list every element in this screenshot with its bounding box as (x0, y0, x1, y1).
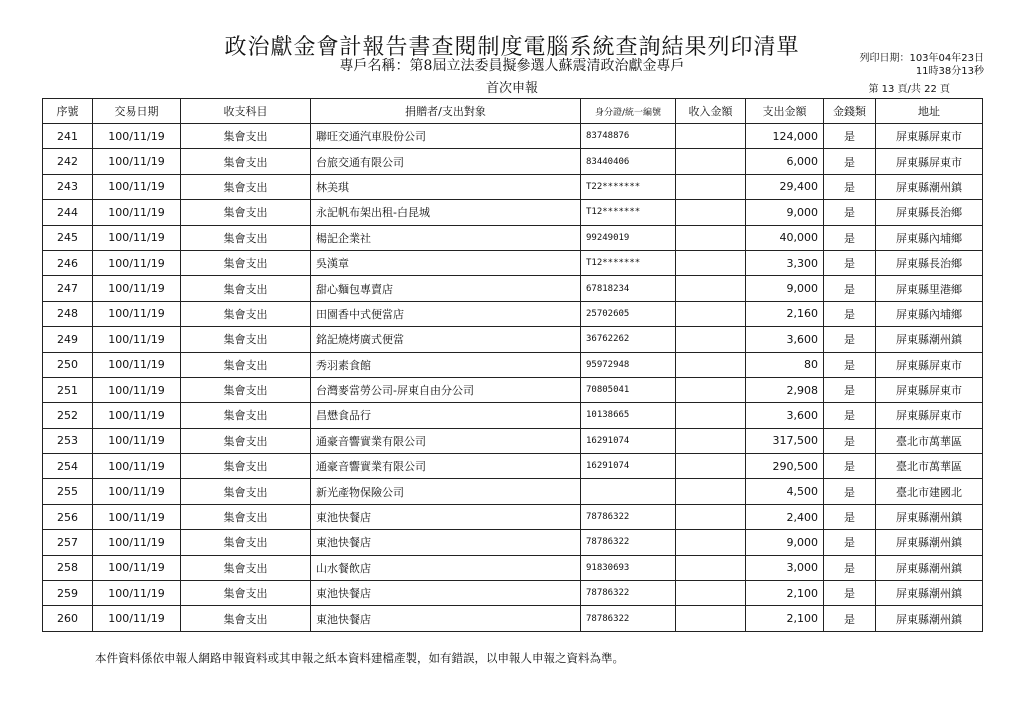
transaction-date-cell: 100/11/19 (93, 403, 181, 428)
table-row (43, 504, 983, 529)
income-amount-cell (676, 403, 746, 428)
table-header-row (43, 99, 983, 124)
table-row (43, 555, 983, 580)
counterparty-cell: 吳漢章 (311, 250, 581, 275)
id-number-cell: 78786322 (581, 581, 676, 606)
address-cell: 屏東縣潮州鎮 (876, 327, 983, 352)
address-cell: 臺北市萬華區 (876, 454, 983, 479)
table-row (43, 124, 983, 149)
category-cell: 集會支出 (181, 250, 311, 275)
income-amount-cell (676, 174, 746, 199)
id-number-cell: 16291074 (581, 454, 676, 479)
row-number-cell: 245 (43, 225, 93, 250)
table-row (43, 403, 983, 428)
category-cell: 集會支出 (181, 200, 311, 225)
income-amount-cell (676, 530, 746, 555)
income-amount-cell (676, 149, 746, 174)
id-number-cell: 78786322 (581, 530, 676, 555)
table-row (43, 530, 983, 555)
transaction-date-cell: 100/11/19 (93, 276, 181, 301)
table-row (43, 428, 983, 453)
category-cell: 集會支出 (181, 149, 311, 174)
expense-amount-cell: 3,600 (746, 403, 824, 428)
id-number-cell: 91830693 (581, 555, 676, 580)
address-cell: 臺北市建國北 (876, 479, 983, 504)
table-row (43, 479, 983, 504)
table-row (43, 276, 983, 301)
expense-amount-cell: 40,000 (746, 225, 824, 250)
row-number-cell: 251 (43, 377, 93, 402)
transaction-date-cell: 100/11/19 (93, 454, 181, 479)
transaction-date-cell: 100/11/19 (93, 174, 181, 199)
table-row (43, 250, 983, 275)
counterparty-cell: 山水餐飲店 (311, 555, 581, 580)
money-type-cell: 是 (824, 250, 876, 275)
col-header-date: 交易日期 (93, 99, 181, 124)
col-header-no: 序號 (43, 99, 93, 124)
category-cell: 集會支出 (181, 530, 311, 555)
id-number-cell: 36762262 (581, 327, 676, 352)
row-number-cell: 241 (43, 124, 93, 149)
transaction-date-cell: 100/11/19 (93, 250, 181, 275)
row-number-cell: 254 (43, 454, 93, 479)
id-number-cell: 25702605 (581, 301, 676, 326)
counterparty-cell: 林美琪 (311, 174, 581, 199)
counterparty-cell: 東池快餐店 (311, 504, 581, 529)
money-type-cell: 是 (824, 225, 876, 250)
money-type-cell: 是 (824, 200, 876, 225)
counterparty-cell: 台灣麥當勞公司-屏東自由分公司 (311, 377, 581, 402)
col-header-money-type: 金錢類 (824, 99, 876, 124)
table-row (43, 352, 983, 377)
income-amount-cell (676, 479, 746, 504)
expense-amount-cell: 2,908 (746, 377, 824, 402)
expense-amount-cell: 80 (746, 352, 824, 377)
income-amount-cell (676, 124, 746, 149)
transaction-date-cell: 100/11/19 (93, 327, 181, 352)
counterparty-cell: 通豪音響實業有限公司 (311, 428, 581, 453)
transaction-date-cell: 100/11/19 (93, 530, 181, 555)
table-row (43, 174, 983, 199)
table-row (43, 377, 983, 402)
category-cell: 集會支出 (181, 124, 311, 149)
id-number-cell: 70805041 (581, 377, 676, 402)
money-type-cell: 是 (824, 581, 876, 606)
income-amount-cell (676, 327, 746, 352)
expense-amount-cell: 290,500 (746, 454, 824, 479)
income-amount-cell (676, 276, 746, 301)
money-type-cell: 是 (824, 428, 876, 453)
expense-amount-cell: 2,100 (746, 606, 824, 631)
row-number-cell: 242 (43, 149, 93, 174)
id-number-cell: 78786322 (581, 606, 676, 631)
address-cell: 屏東縣屏東市 (876, 124, 983, 149)
income-amount-cell (676, 555, 746, 580)
category-cell: 集會支出 (181, 581, 311, 606)
print-info (859, 52, 984, 78)
income-amount-cell (676, 428, 746, 453)
counterparty-cell: 甜心麵包專賣店 (311, 276, 581, 301)
address-cell: 屏東縣里港鄉 (876, 276, 983, 301)
row-number-cell: 257 (43, 530, 93, 555)
id-number-cell: T12******* (581, 250, 676, 275)
transaction-date-cell: 100/11/19 (93, 504, 181, 529)
row-number-cell: 253 (43, 428, 93, 453)
table-row (43, 606, 983, 631)
address-cell: 屏東縣潮州鎮 (876, 530, 983, 555)
address-cell: 屏東縣潮州鎮 (876, 581, 983, 606)
row-number-cell: 243 (43, 174, 93, 199)
id-number-cell: 67818234 (581, 276, 676, 301)
counterparty-cell: 新光產物保險公司 (311, 479, 581, 504)
category-cell: 集會支出 (181, 377, 311, 402)
expense-amount-cell: 3,000 (746, 555, 824, 580)
money-type-cell: 是 (824, 327, 876, 352)
category-cell: 集會支出 (181, 301, 311, 326)
money-type-cell: 是 (824, 479, 876, 504)
money-type-cell: 是 (824, 352, 876, 377)
table-row (43, 581, 983, 606)
expense-amount-cell: 29,400 (746, 174, 824, 199)
id-number-cell: 10138665 (581, 403, 676, 428)
money-type-cell: 是 (824, 301, 876, 326)
expense-amount-cell: 9,000 (746, 200, 824, 225)
col-header-party: 捐贈者/支出對象 (311, 99, 581, 124)
address-cell: 屏東縣潮州鎮 (876, 555, 983, 580)
counterparty-cell: 楊記企業社 (311, 225, 581, 250)
footer-note: 本件資料係依申報人網路申報資料或其申報之紙本資料建檔產製，如有錯誤，以申報人申報之資料為準。 (95, 651, 624, 665)
money-type-cell: 是 (824, 606, 876, 631)
col-header-expense: 支出金額 (746, 99, 824, 124)
address-cell: 屏東縣屏東市 (876, 403, 983, 428)
row-number-cell: 259 (43, 581, 93, 606)
address-cell: 屏東縣內埔鄉 (876, 301, 983, 326)
expense-amount-cell: 317,500 (746, 428, 824, 453)
counterparty-cell: 永記帆布架出租-白昆城 (311, 200, 581, 225)
address-cell: 屏東縣屏東市 (876, 149, 983, 174)
counterparty-cell: 東池快餐店 (311, 606, 581, 631)
row-number-cell: 258 (43, 555, 93, 580)
address-cell: 臺北市萬華區 (876, 428, 983, 453)
table-row (43, 454, 983, 479)
category-cell: 集會支出 (181, 428, 311, 453)
row-number-cell: 256 (43, 504, 93, 529)
table-row (43, 301, 983, 326)
row-number-cell: 248 (43, 301, 93, 326)
row-number-cell: 252 (43, 403, 93, 428)
row-number-cell: 247 (43, 276, 93, 301)
income-amount-cell (676, 250, 746, 275)
counterparty-cell: 台旅交通有限公司 (311, 149, 581, 174)
income-amount-cell (676, 606, 746, 631)
col-header-address: 地址 (876, 99, 983, 124)
expense-amount-cell: 9,000 (746, 276, 824, 301)
money-type-cell: 是 (824, 377, 876, 402)
money-type-cell: 是 (824, 124, 876, 149)
row-number-cell: 250 (43, 352, 93, 377)
page-info: 第 13 頁/共 22 頁 (868, 84, 950, 95)
money-type-cell: 是 (824, 555, 876, 580)
income-amount-cell (676, 225, 746, 250)
row-number-cell: 246 (43, 250, 93, 275)
id-number-cell: 78786322 (581, 504, 676, 529)
category-cell: 集會支出 (181, 479, 311, 504)
print-date: 列印日期：103年04年23日 (859, 53, 984, 64)
transaction-date-cell: 100/11/19 (93, 149, 181, 174)
page-title: 政治獻金會計報告書查閱制度電腦系統查詢結果列印清單 (224, 35, 800, 60)
category-cell: 集會支出 (181, 403, 311, 428)
transaction-date-cell: 100/11/19 (93, 200, 181, 225)
transaction-date-cell: 100/11/19 (93, 555, 181, 580)
table-row (43, 327, 983, 352)
expense-amount-cell: 124,000 (746, 124, 824, 149)
address-cell: 屏東縣長治鄉 (876, 200, 983, 225)
report-type: 首次申報 (485, 81, 538, 96)
money-type-cell: 是 (824, 276, 876, 301)
counterparty-cell: 銘記燒烤廣式便當 (311, 327, 581, 352)
category-cell: 集會支出 (181, 174, 311, 199)
category-cell: 集會支出 (181, 225, 311, 250)
id-number-cell: 99249019 (581, 225, 676, 250)
counterparty-cell: 東池快餐店 (311, 530, 581, 555)
income-amount-cell (676, 581, 746, 606)
expense-amount-cell: 3,300 (746, 250, 824, 275)
id-number-cell: 83748876 (581, 124, 676, 149)
income-amount-cell (676, 454, 746, 479)
counterparty-cell: 聯旺交通汽車股份公司 (311, 124, 581, 149)
money-type-cell: 是 (824, 504, 876, 529)
col-header-category: 收支科目 (181, 99, 311, 124)
transaction-table (42, 98, 983, 632)
id-number-cell: 95972948 (581, 352, 676, 377)
print-time: 11時38分13秒 (915, 66, 984, 77)
income-amount-cell (676, 200, 746, 225)
expense-amount-cell: 2,400 (746, 504, 824, 529)
expense-amount-cell: 2,160 (746, 301, 824, 326)
table-row (43, 225, 983, 250)
address-cell: 屏東縣長治鄉 (876, 250, 983, 275)
counterparty-cell: 田園香中式便當店 (311, 301, 581, 326)
row-number-cell: 260 (43, 606, 93, 631)
category-cell: 集會支出 (181, 352, 311, 377)
expense-amount-cell: 6,000 (746, 149, 824, 174)
expense-amount-cell: 2,100 (746, 581, 824, 606)
income-amount-cell (676, 301, 746, 326)
transaction-date-cell: 100/11/19 (93, 225, 181, 250)
transaction-date-cell: 100/11/19 (93, 581, 181, 606)
category-cell: 集會支出 (181, 454, 311, 479)
id-number-cell: 16291074 (581, 428, 676, 453)
expense-amount-cell: 4,500 (746, 479, 824, 504)
address-cell: 屏東縣屏東市 (876, 377, 983, 402)
category-cell: 集會支出 (181, 327, 311, 352)
row-number-cell: 249 (43, 327, 93, 352)
id-number-cell (581, 479, 676, 504)
transaction-date-cell: 100/11/19 (93, 301, 181, 326)
col-header-income: 收入金額 (676, 99, 746, 124)
counterparty-cell: 通豪音響實業有限公司 (311, 454, 581, 479)
transaction-date-cell: 100/11/19 (93, 479, 181, 504)
category-cell: 集會支出 (181, 606, 311, 631)
address-cell: 屏東縣內埔鄉 (876, 225, 983, 250)
transaction-date-cell: 100/11/19 (93, 606, 181, 631)
account-name: 專戶名稱：第8屆立法委員擬參選人蘇震清政治獻金專戶 (339, 58, 685, 74)
transaction-date-cell: 100/11/19 (93, 428, 181, 453)
category-cell: 集會支出 (181, 504, 311, 529)
money-type-cell: 是 (824, 149, 876, 174)
counterparty-cell: 秀羽素食館 (311, 352, 581, 377)
income-amount-cell (676, 352, 746, 377)
counterparty-cell: 昌懋食品行 (311, 403, 581, 428)
money-type-cell: 是 (824, 174, 876, 199)
table-row (43, 200, 983, 225)
expense-amount-cell: 3,600 (746, 327, 824, 352)
transaction-date-cell: 100/11/19 (93, 352, 181, 377)
address-cell: 屏東縣潮州鎮 (876, 174, 983, 199)
id-number-cell: 83440406 (581, 149, 676, 174)
id-number-cell: T12******* (581, 200, 676, 225)
row-number-cell: 244 (43, 200, 93, 225)
address-cell: 屏東縣屏東市 (876, 352, 983, 377)
row-number-cell: 255 (43, 479, 93, 504)
expense-amount-cell: 9,000 (746, 530, 824, 555)
table-row (43, 149, 983, 174)
counterparty-cell: 東池快餐店 (311, 581, 581, 606)
money-type-cell: 是 (824, 403, 876, 428)
transaction-date-cell: 100/11/19 (93, 377, 181, 402)
category-cell: 集會支出 (181, 276, 311, 301)
category-cell: 集會支出 (181, 555, 311, 580)
address-cell: 屏東縣潮州鎮 (876, 504, 983, 529)
income-amount-cell (676, 504, 746, 529)
money-type-cell: 是 (824, 454, 876, 479)
income-amount-cell (676, 377, 746, 402)
money-type-cell: 是 (824, 530, 876, 555)
col-header-id: 身分證/統一編號 (581, 99, 676, 124)
address-cell: 屏東縣潮州鎮 (876, 606, 983, 631)
id-number-cell: T22******* (581, 174, 676, 199)
transaction-date-cell: 100/11/19 (93, 124, 181, 149)
